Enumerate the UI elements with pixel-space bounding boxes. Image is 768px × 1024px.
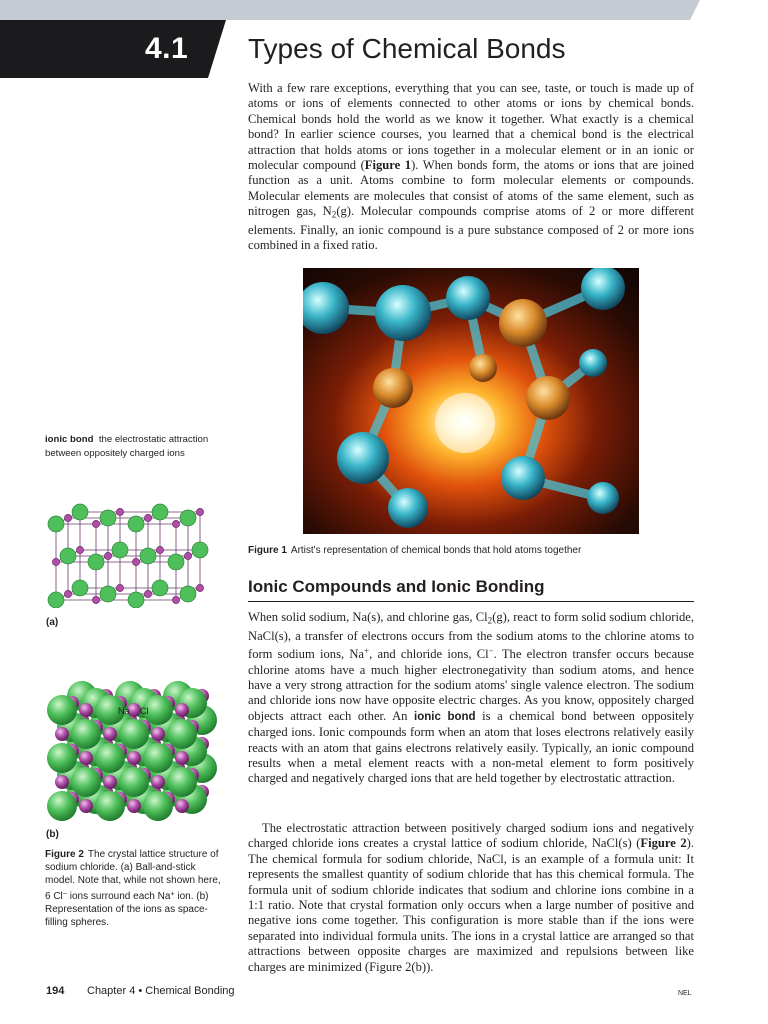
chloride-sphere: [167, 767, 197, 797]
sodium-sphere: [127, 799, 141, 813]
sodium-ion: [172, 520, 179, 527]
section-heading: Ionic Compounds and Ionic Bonding: [248, 577, 545, 596]
sodium-sphere: [151, 775, 165, 789]
sodium-ion: [116, 508, 123, 515]
chloride-ion: [48, 516, 64, 532]
sodium-sphere: [79, 703, 93, 717]
chloride-sphere: [47, 743, 77, 773]
keyword-ionic-bond: ionic bond: [414, 710, 476, 723]
intro-paragraph: With a few rare exceptions, everything that you can see, taste, or touch is made up of atoms or ions of elements connected to other atoms or ions by chemical bonds. Chemical bonds hold the world as we know it together. What exactly is a chemical bond? In earlier science courses, you learned that a chemical bond is the electrical attraction that holds atoms or ions together in a molecular element or in an ionic or molecular compound (Figure 1). When bonds form, the atoms or ions that are joined function as a unit. Atoms combine to form molecular elements or compounds. Molecular elements are molecules that consist of atoms of the same element, such as nitrogen gas, $N_2(g)$. Molecular compounds comprise atoms of 2 or more different elements. Finally, an ionic compound is a pure substance composed of 2 or more ions combined in a fixed ratio.: [248, 81, 694, 253]
sodium-sphere: [175, 703, 189, 717]
sodium-ion: [132, 558, 139, 565]
figure-2b-space-filling-model: [40, 664, 230, 824]
sodium-ion: [104, 552, 111, 559]
figure-2-label: Figure 2: [45, 849, 84, 860]
chloride-sphere: [95, 743, 125, 773]
publisher-mark: NEL: [678, 990, 692, 997]
sodium-sphere: [103, 727, 117, 741]
sodium-ion: [76, 546, 83, 553]
chloride-ion: [152, 580, 168, 596]
sodium-ion: [64, 590, 71, 597]
sodium-sphere: [127, 751, 141, 765]
chloride-sphere: [47, 791, 77, 821]
page-number: 194: [46, 985, 65, 997]
page-title: Types of Chemical Bonds: [248, 33, 566, 64]
chloride-ion: [128, 516, 144, 532]
sodium-ion: [92, 596, 99, 603]
sodium-sphere: [151, 727, 165, 741]
chloride-sphere: [143, 743, 173, 773]
sodium-ion: [64, 514, 71, 521]
chloride-ion: [100, 586, 116, 602]
cl-label: Cl: [140, 706, 149, 716]
sodium-sphere: [55, 775, 69, 789]
chloride-sphere: [71, 719, 101, 749]
chloride-ion: [180, 586, 196, 602]
figure-1-label: Figure 1: [248, 545, 287, 556]
na-label: Na: [118, 706, 130, 716]
sodium-sphere: [79, 751, 93, 765]
section-number: 4.1: [145, 32, 189, 65]
sodium-ion: [156, 546, 163, 553]
chloride-ion: [168, 554, 184, 570]
chloride-ion: [152, 504, 168, 520]
chapter-title: Chapter 4 • Chemical Bonding: [87, 985, 235, 997]
section-number-tab: [0, 20, 226, 78]
figure-1-chemical-bonds-illustration: [303, 268, 639, 534]
sodium-ion: [144, 514, 151, 521]
figure-2-caption: Figure 2 The crystal lattice structure of sodium chloride. (a) Ball-and-stick model. Note that, while not shown here, 6 Cl− ions surround each Na+ ion. (b) Representation of the ions as space-filling spheres.: [45, 849, 221, 929]
chloride-ion: [128, 592, 144, 608]
chloride-ion: [88, 554, 104, 570]
figure-2-reference: Figure 2: [640, 836, 687, 851]
chloride-ion: [48, 592, 64, 608]
sodium-ion: [172, 596, 179, 603]
body-paragraph-1: When solid sodium, Na(s), and chlorine gas, $Cl_2(g)$, react to form solid sodium chloride, NaCl(s), a transfer of electrons occurs from the sodium atoms to the chlorine atoms to form sodium ions, Na+, and chloride ions, Cl−. The electron transfer occurs because chlorine atoms have a much higher electronegativity than sodium atoms, and hence have a very strong attraction for the sodium atoms' single valence electron. The sodium and chloride ions now have opposite electric charges. As you know, oppositely charged objects attract each other. An ionic bond is a chemical bond between oppositely charged ions. Ionic compounds form when an atom that loses electrons relatively easily reacts with an atom that gains electrons relatively easily. Typically, an ionic compound results when a metal element reacts with a non-metal element to form positively charged and negatively charged ions that are held together by electrostatic attraction.: [248, 610, 694, 786]
sodium-ion: [196, 508, 203, 515]
glossary-definition: the electrostatic attraction between oppositely charged ions: [45, 434, 209, 459]
sodium-ion: [196, 584, 203, 591]
sodium-sphere: [55, 727, 69, 741]
chloride-ion: [180, 510, 196, 526]
sodium-ion: [116, 584, 123, 591]
chloride-sphere: [119, 719, 149, 749]
sodium-ion: [144, 590, 151, 597]
figure-2a-label: (a): [46, 617, 59, 628]
chloride-ion: [72, 580, 88, 596]
chloride-sphere: [71, 767, 101, 797]
sodium-sphere: [175, 751, 189, 765]
figure-2a-ball-and-stick-model: [40, 480, 230, 608]
chloride-ion: [112, 542, 128, 558]
chloride-sphere: [143, 791, 173, 821]
chloride-sphere: [119, 767, 149, 797]
chloride-ion: [100, 510, 116, 526]
sodium-ion: [92, 520, 99, 527]
chloride-sphere: [167, 719, 197, 749]
sodium-sphere: [103, 775, 117, 789]
chloride-ion: [60, 548, 76, 564]
chloride-ion: [140, 548, 156, 564]
chloride-ion: [72, 504, 88, 520]
sodium-ion: [184, 552, 191, 559]
glossary-ionic-bond: [45, 433, 235, 461]
body-paragraph-2: The electrostatic attraction between positively charged sodium ions and negatively charged chloride ions creates a crystal lattice of sodium chloride, NaCl(s) (Figure 2). The chemical formula for sodium chloride, NaCl, is an example of a formula unit: It represents the smallest quantity of sodium chloride that has this chemical formula. The formula unit of sodium chloride indicates that sodium and chlorine ions combine in a 1:1 ratio. Note that crystal formation only occurs when a large number of positive and negative ions come together. This configuration is more stable than if the ions were separated into individual formula units. The ions in a crystal lattice are arranged so that attractions between opposite charges are maximized and repulsions between like charges are minimized (Figure 2(b)).: [248, 821, 694, 974]
heading-rule: [248, 601, 694, 602]
sodium-sphere: [79, 799, 93, 813]
figure-1-reference: Figure 1: [364, 158, 412, 173]
chloride-sphere: [95, 791, 125, 821]
top-header-bar: [0, 0, 768, 20]
sodium-sphere: [175, 799, 189, 813]
sodium-ion: [52, 558, 59, 565]
figure-1-caption: Figure 1 Artist's representation of chemical bonds that hold atoms together: [248, 545, 582, 556]
chloride-ion: [192, 542, 208, 558]
glossary-term: ionic bond: [45, 434, 94, 445]
chloride-sphere: [47, 695, 77, 725]
figure-2b-label: (b): [46, 829, 59, 840]
